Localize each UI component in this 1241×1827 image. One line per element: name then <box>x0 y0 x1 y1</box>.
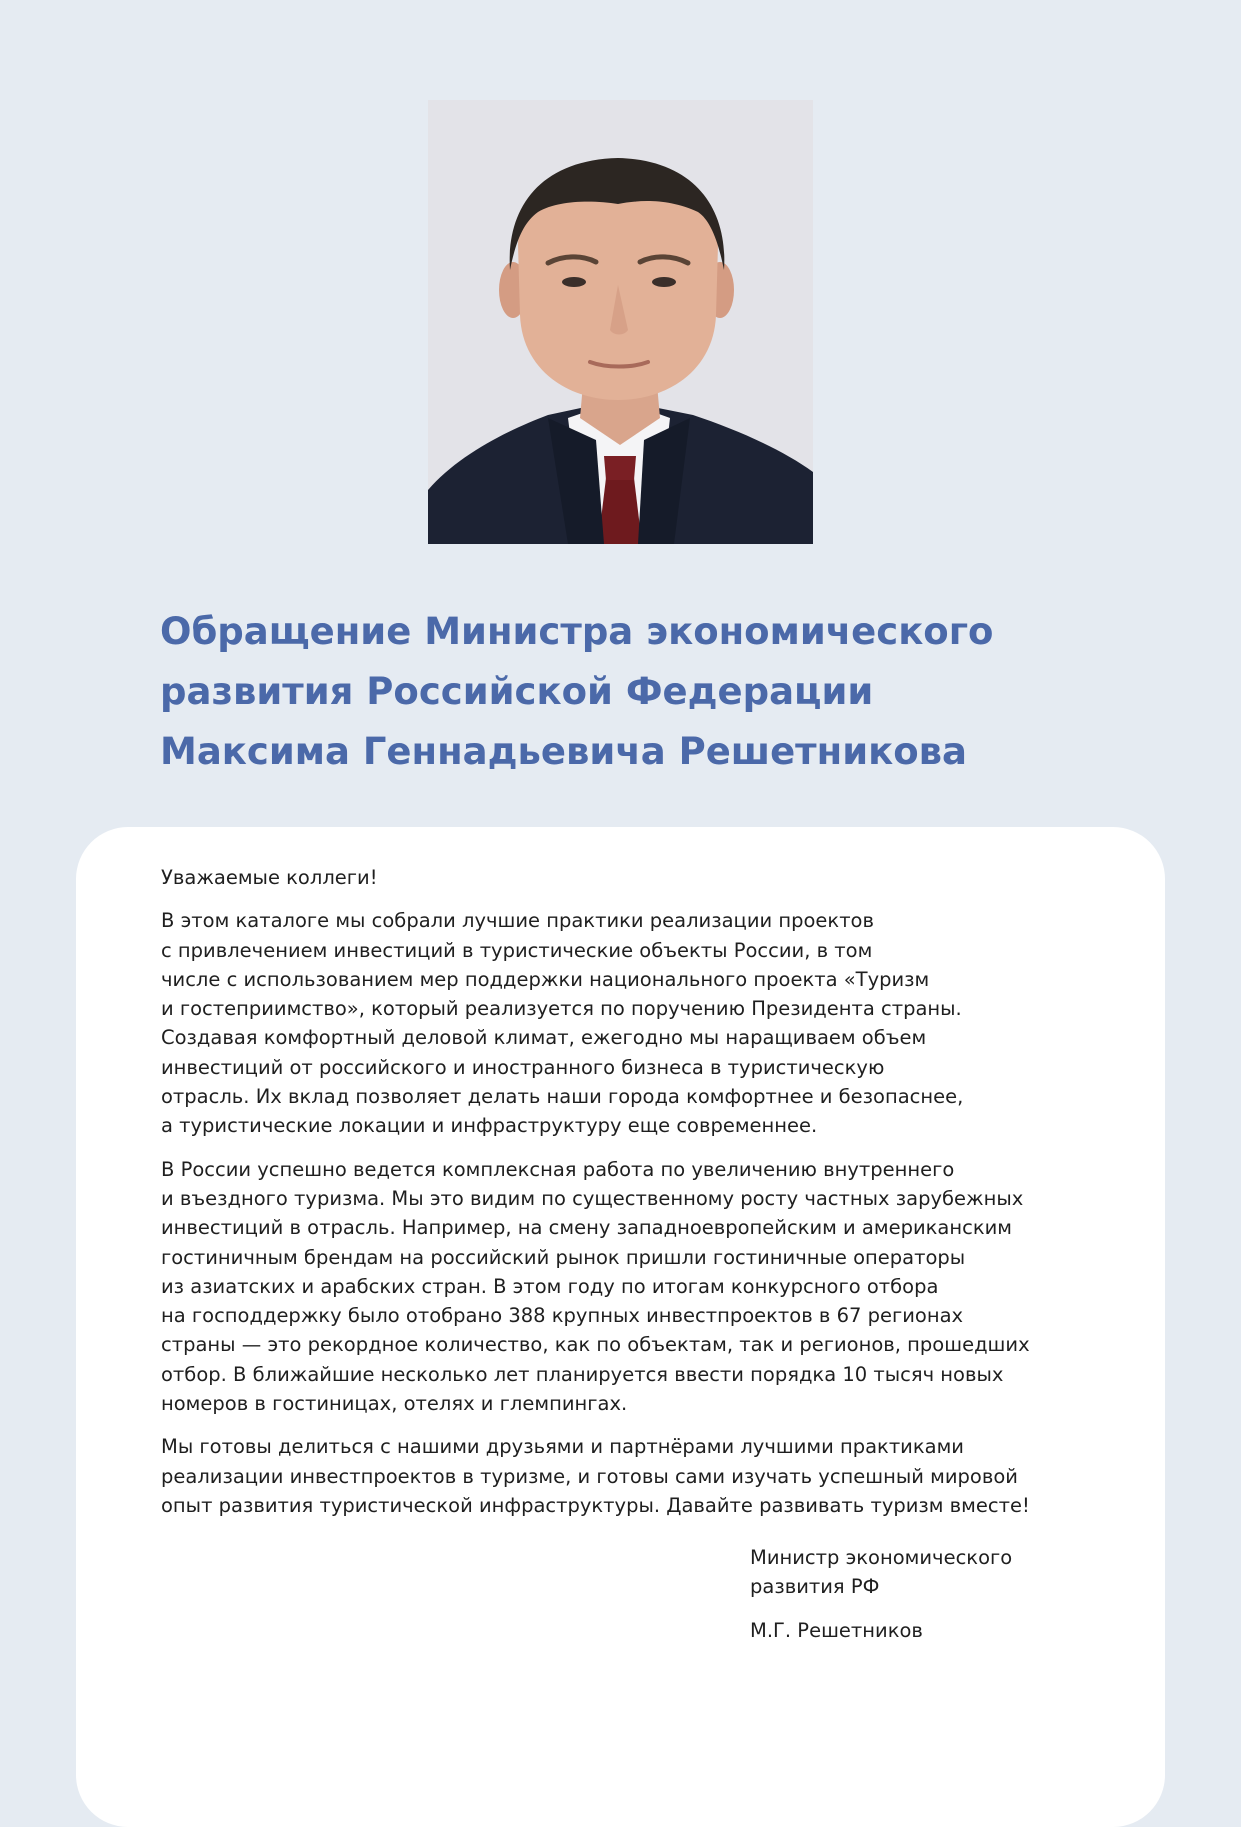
text-line: числе с использованием мер поддержки национального проекта «Туризм <box>161 967 930 991</box>
text-line: реализации инвестпроектов в туризме, и готовы сами изучать успешный мировой <box>161 1464 1018 1488</box>
minister-portrait <box>428 100 813 544</box>
text-line: а туристические локации и инфраструктуру еще современнее. <box>161 1114 818 1138</box>
page-title <box>160 602 1120 782</box>
text-line: из азиатских и арабских стран. В этом году по итогам конкурсного отбора <box>161 1274 939 1298</box>
text-line: инвестиций в отрасль. Например, на смену западноевропейским и американским <box>161 1216 1012 1240</box>
text-line: инвестиций от российского и иностранного бизнеса в туристическую <box>161 1055 885 1079</box>
text-line: и гостеприимство», который реализуется по поручению Президента страны. <box>161 997 962 1021</box>
title-line: Максима Геннадьевича Решетникова <box>160 730 968 773</box>
text-line: отбор. В ближайшие несколько лет планируется ввести порядка 10 тысяч новых <box>161 1362 1004 1386</box>
greeting: Уважаемые коллеги! <box>161 866 378 889</box>
paragraph-2 <box>161 1155 1091 1419</box>
text-line: номеров в гостиницах, отелях и глемпингах. <box>161 1392 628 1416</box>
signature-position: развития РФ <box>750 1575 880 1599</box>
text-line: Создавая комфортный деловой климат, ежегодно мы наращиваем объем <box>161 1026 927 1050</box>
text-line: гостиничным брендам на российский рынок пришли гостиничные операторы <box>161 1245 966 1269</box>
letter-body <box>161 863 1091 1534</box>
text-line: опыт развития туристической инфраструктуры. Давайте развивать туризм вместе! <box>161 1493 1030 1517</box>
signature-position: Министр экономического <box>750 1546 1013 1569</box>
title-line: Обращение Министра экономического <box>160 610 994 653</box>
signature-name: М.Г. Решетников <box>750 1618 923 1642</box>
text-line: страны — это рекордное количество, как по объектам, так и регионов, прошедших <box>161 1333 1030 1357</box>
text-line: на господдержку было отобрано 388 крупных инвестпроектов в 67 регионах <box>161 1304 964 1328</box>
signature-block <box>750 1543 1012 1645</box>
text-line: с привлечением инвестиций в туристические объекты России, в том <box>161 938 873 962</box>
text-line: отрасль. Их вклад позволяет делать наши города комфортнее и безопаснее, <box>161 1085 964 1109</box>
paragraph-3 <box>161 1432 1091 1520</box>
text-line: В этом каталоге мы собрали лучшие практики реализации проектов <box>161 909 874 933</box>
title-line: развития Российской Федерации <box>160 670 874 713</box>
text-line: В России успешно ведется комплексная работа по увеличению внутреннего <box>161 1157 955 1181</box>
paragraph-1 <box>161 906 1091 1140</box>
text-line: и въездного туризма. Мы это видим по существенному росту частных зарубежных <box>161 1186 1024 1210</box>
text-line: Мы готовы делиться с нашими друзьями и партнёрами лучшими практиками <box>161 1435 964 1459</box>
